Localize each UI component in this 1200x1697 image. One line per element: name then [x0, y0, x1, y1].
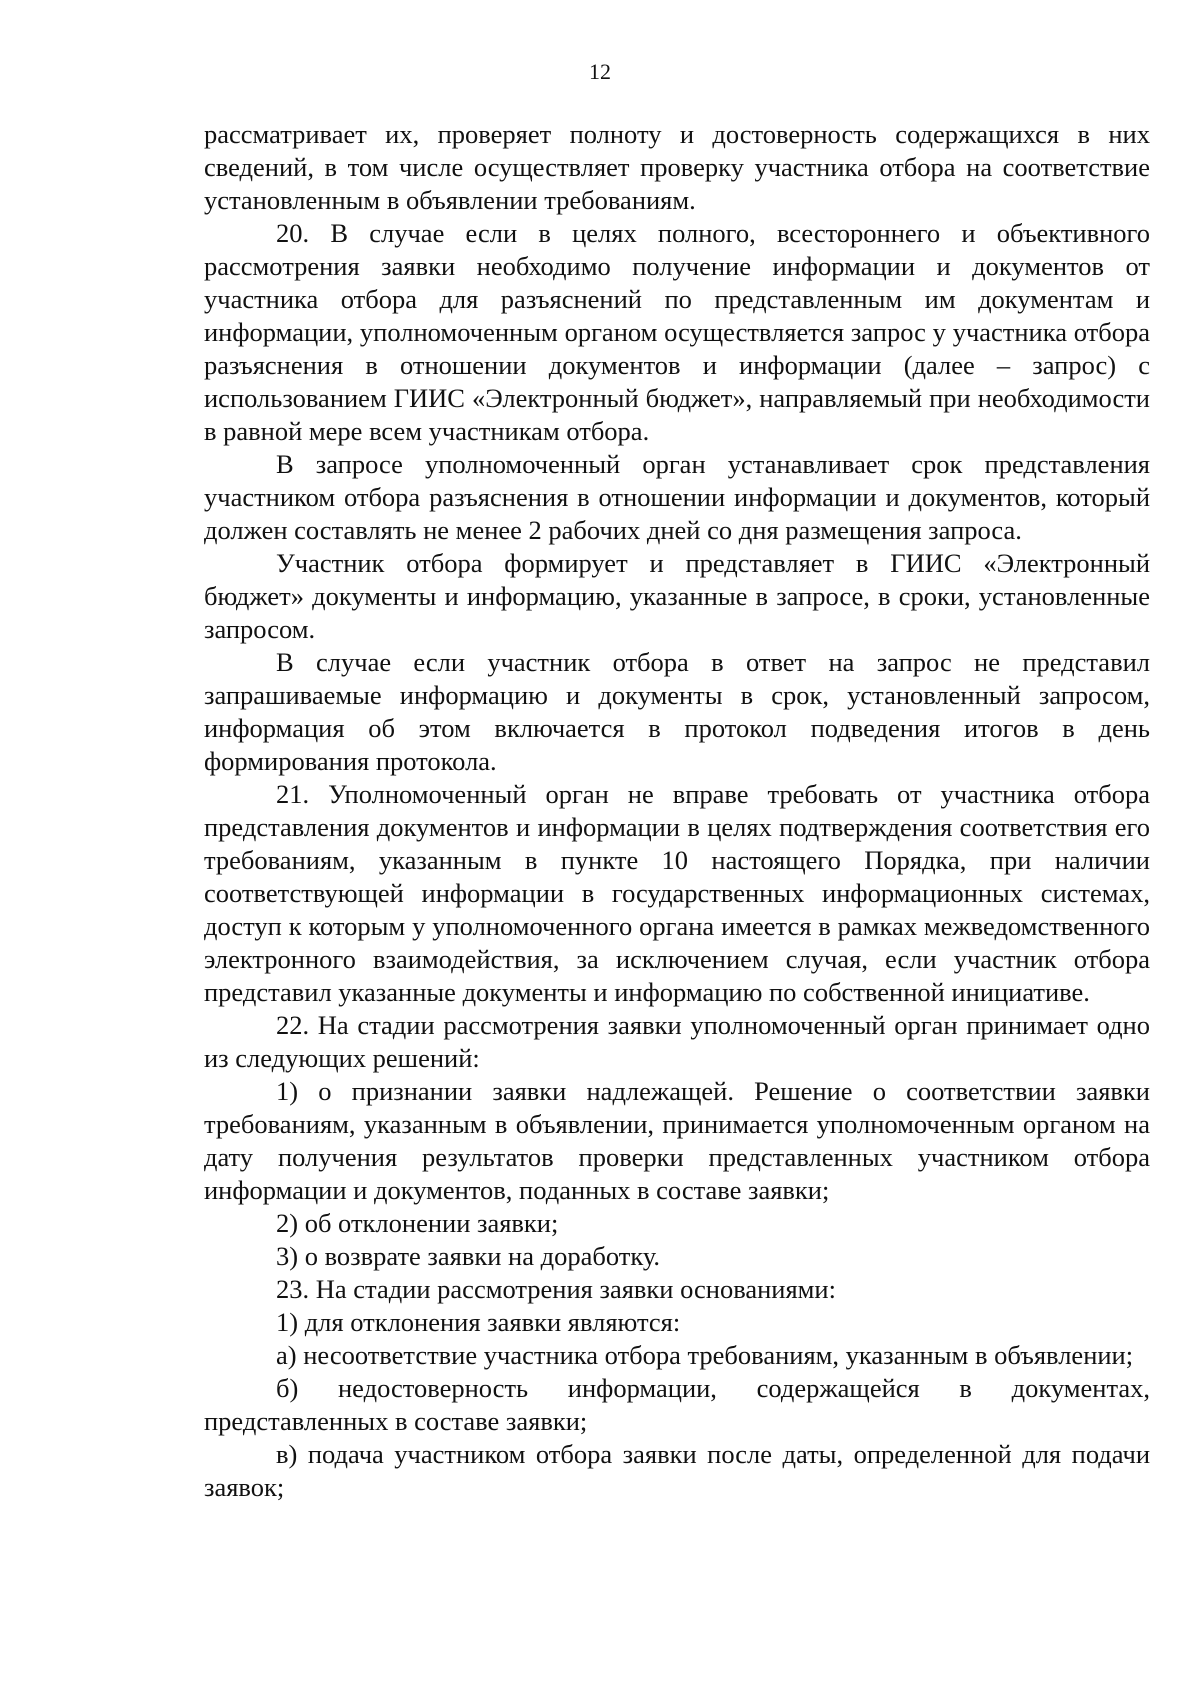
paragraph-participant-submits: Участник отбора формирует и представляет в ГИИС «Электронный бюджет» документы и информацию, указанные в запросе, в сроки, установленные запросом.	[204, 548, 1150, 644]
document-body	[204, 118, 1150, 1504]
paragraph-item-23-1-a: а) несоответствие участника отбора требованиям, указанным в объявлении;	[276, 1340, 1134, 1370]
paragraph-item-23-1: 1) для отклонения заявки являются:	[276, 1307, 681, 1337]
paragraph-continuation: рассматривает их, проверяет полноту и достоверность содержащихся в них сведений, в том числе осуществляет проверку участника отбора на соответствие установленным в объявлении требованиям.	[204, 119, 1150, 215]
paragraph-request-deadline: В запросе уполномоченный орган устанавливает срок представления участником отбора разъяснения в отношении информации и документов, который должен составлять не менее 2 рабочих дней со дня размещения запроса.	[204, 449, 1150, 545]
paragraph-item-23-1-b: б) недостоверность информации, содержащейся в документах, представленных в составе заявки;	[204, 1373, 1150, 1436]
paragraph-no-response: В случае если участник отбора в ответ на запрос не представил запрашиваемые информацию и документы в срок, установленный запросом, информация об этом включается в протокол подведения итогов в день формирования протокола.	[204, 647, 1150, 776]
paragraph-item-22-1: 1) о признании заявки надлежащей. Решение о соответствии заявки требованиям, указанным в объявлении, принимается уполномоченным органом на дату получения результатов проверки представленных участником отбора информации и документов, поданных в составе заявки;	[204, 1076, 1150, 1205]
paragraph-item-21: 21. Уполномоченный орган не вправе требовать от участника отбора представления документов и информации в целях подтверждения соответствия его требованиям, указанным в пункте 10 настоящего Порядка, при наличии соответствующей информации в государственных информационных системах, доступ к которым у уполномоченного органа имеется в рамках межведомственного электронного взаимодействия, за исключением случая, если участник отбора представил указанные документы и информацию по собственной инициативе.	[204, 779, 1150, 1007]
paragraph-item-23: 23. На стадии рассмотрения заявки основаниями:	[276, 1274, 836, 1304]
paragraph-item-22: 22. На стадии рассмотрения заявки уполномоченный орган принимает одно из следующих решений:	[204, 1010, 1150, 1073]
paragraph-item-22-2: 2) об отклонении заявки;	[276, 1208, 559, 1238]
paragraph-item-23-1-v: в) подача участником отбора заявки после даты, определенной для подачи заявок;	[204, 1439, 1150, 1502]
paragraph-item-22-3: 3) о возврате заявки на доработку.	[276, 1241, 661, 1271]
paragraph-item-20: 20. В случае если в целях полного, всестороннего и объективного рассмотрения заявки необходимо получение информации и документов от участника отбора для разъяснений по представленным им документам и информации, уполномоченным органом осуществляется запрос у участника отбора разъяснения в отношении документов и информации (далее – запрос) с использованием ГИИС «Электронный бюджет», направляемый при необходимости в равной мере всем участникам отбора.	[204, 218, 1150, 446]
page-number: 12	[589, 59, 611, 84]
